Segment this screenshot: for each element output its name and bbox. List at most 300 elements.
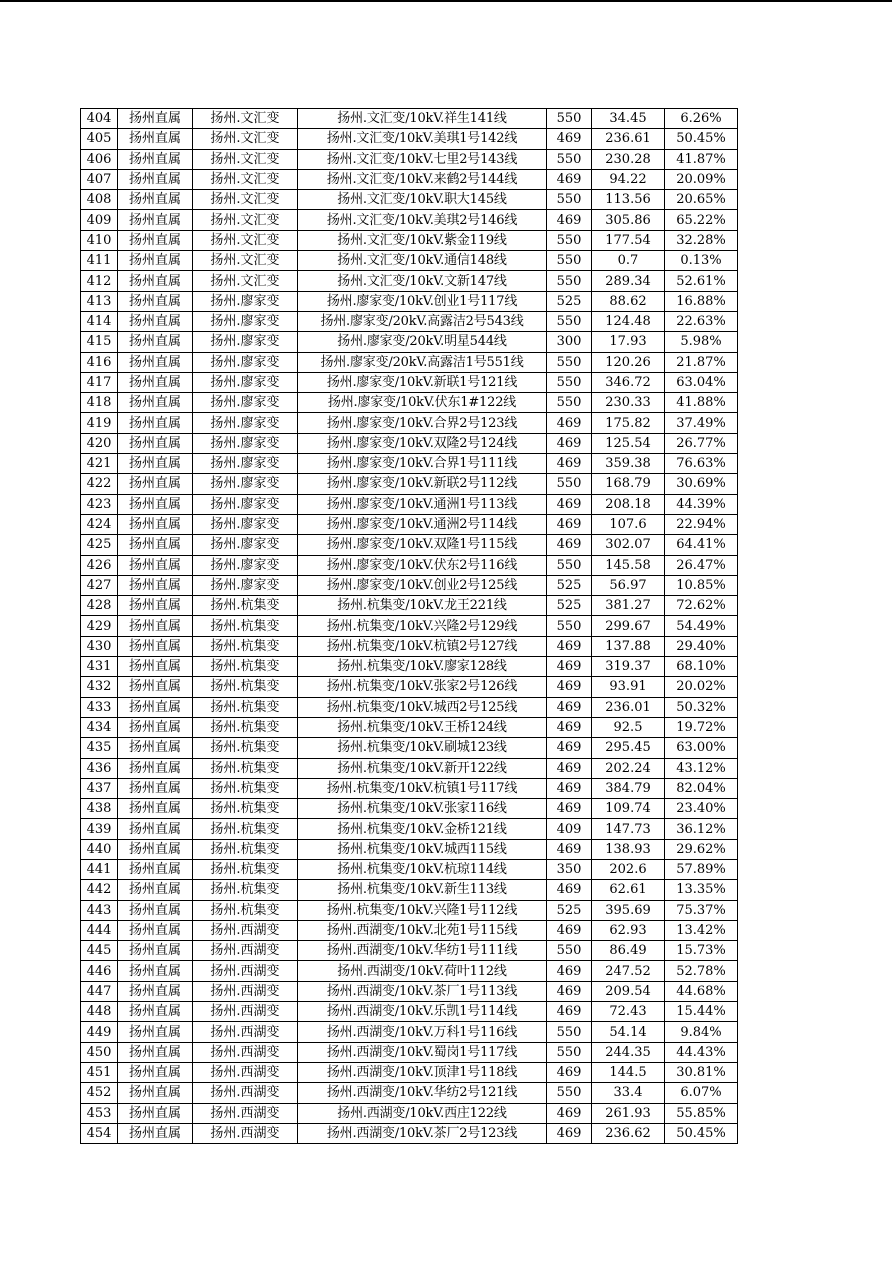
row-number-cell: 424 xyxy=(81,514,118,534)
table-row xyxy=(81,433,738,453)
org-cell: 扬州直属 xyxy=(118,1103,193,1123)
substation-cell: 扬州.廖家变 xyxy=(193,555,298,575)
load-rate-cell: 19.72% xyxy=(665,717,738,737)
capacity-cell: 469 xyxy=(547,169,592,189)
line-name-cell: 扬州.杭集变/10kV.杭镇2号127线 xyxy=(298,636,547,656)
table-row xyxy=(81,474,738,494)
line-name-cell: 扬州.杭集变/10kV.兴隆1号112线 xyxy=(298,900,547,920)
line-name-cell: 扬州.杭集变/10kV.城西115线 xyxy=(298,839,547,859)
row-number-cell: 423 xyxy=(81,494,118,514)
org-cell: 扬州直属 xyxy=(118,311,193,331)
current-cell: 120.26 xyxy=(592,352,665,372)
line-name-cell: 扬州.西湖变/10kV.茶厂2号123线 xyxy=(298,1123,547,1143)
load-rate-cell: 57.89% xyxy=(665,859,738,879)
row-number-cell: 449 xyxy=(81,1022,118,1042)
current-cell: 319.37 xyxy=(592,657,665,677)
org-cell: 扬州直属 xyxy=(118,677,193,697)
capacity-cell: 550 xyxy=(547,555,592,575)
substation-cell: 扬州.杭集变 xyxy=(193,900,298,920)
line-name-cell: 扬州.廖家变/10kV.通洲1号113线 xyxy=(298,494,547,514)
load-rate-cell: 52.78% xyxy=(665,961,738,981)
org-cell: 扬州直属 xyxy=(118,149,193,169)
substation-cell: 扬州.廖家变 xyxy=(193,393,298,413)
load-rate-cell: 32.28% xyxy=(665,230,738,250)
current-cell: 244.35 xyxy=(592,1042,665,1062)
org-cell: 扬州直属 xyxy=(118,454,193,474)
capacity-cell: 469 xyxy=(547,433,592,453)
capacity-cell: 469 xyxy=(547,778,592,798)
line-name-cell: 扬州.文汇变/10kV.七里2号143线 xyxy=(298,149,547,169)
load-rate-cell: 65.22% xyxy=(665,210,738,230)
row-number-cell: 420 xyxy=(81,433,118,453)
line-name-cell: 扬州.文汇变/10kV.文新147线 xyxy=(298,271,547,291)
table-row xyxy=(81,859,738,879)
org-cell: 扬州直属 xyxy=(118,291,193,311)
load-rate-cell: 6.26% xyxy=(665,109,738,129)
org-cell: 扬州直属 xyxy=(118,1022,193,1042)
load-rate-cell: 36.12% xyxy=(665,819,738,839)
load-rate-cell: 30.69% xyxy=(665,474,738,494)
line-name-cell: 扬州.杭集变/10kV.城西2号125线 xyxy=(298,697,547,717)
current-cell: 113.56 xyxy=(592,190,665,210)
line-name-cell: 扬州.廖家变/20kV.明星544线 xyxy=(298,332,547,352)
table-row xyxy=(81,738,738,758)
substation-cell: 扬州.文汇变 xyxy=(193,251,298,271)
row-number-cell: 453 xyxy=(81,1103,118,1123)
row-number-cell: 436 xyxy=(81,758,118,778)
line-name-cell: 扬州.文汇变/10kV.美琪1号142线 xyxy=(298,129,547,149)
line-name-cell: 扬州.廖家变/10kV.双隆2号124线 xyxy=(298,433,547,453)
line-name-cell: 扬州.西湖变/10kV.北苑1号115线 xyxy=(298,920,547,940)
current-cell: 289.34 xyxy=(592,271,665,291)
load-rate-cell: 50.45% xyxy=(665,129,738,149)
load-rate-cell: 50.45% xyxy=(665,1123,738,1143)
line-name-cell: 扬州.杭集变/10kV.新生113线 xyxy=(298,880,547,900)
line-name-cell: 扬州.杭集变/10kV.金桥121线 xyxy=(298,819,547,839)
substation-cell: 扬州.文汇变 xyxy=(193,149,298,169)
line-name-cell: 扬州.杭集变/10kV.兴隆2号129线 xyxy=(298,616,547,636)
table-row xyxy=(81,677,738,697)
substation-cell: 扬州.杭集变 xyxy=(193,717,298,737)
table-row xyxy=(81,697,738,717)
current-cell: 93.91 xyxy=(592,677,665,697)
substation-cell: 扬州.杭集变 xyxy=(193,596,298,616)
capacity-cell: 550 xyxy=(547,352,592,372)
current-cell: 209.54 xyxy=(592,981,665,1001)
current-cell: 62.93 xyxy=(592,920,665,940)
capacity-cell: 469 xyxy=(547,738,592,758)
line-name-cell: 扬州.西湖变/10kV.西庄122线 xyxy=(298,1103,547,1123)
row-number-cell: 450 xyxy=(81,1042,118,1062)
current-cell: 147.73 xyxy=(592,819,665,839)
org-cell: 扬州直属 xyxy=(118,616,193,636)
substation-cell: 扬州.杭集变 xyxy=(193,839,298,859)
capacity-cell: 525 xyxy=(547,596,592,616)
current-cell: 381.27 xyxy=(592,596,665,616)
load-rate-cell: 26.77% xyxy=(665,433,738,453)
row-number-cell: 415 xyxy=(81,332,118,352)
org-cell: 扬州直属 xyxy=(118,697,193,717)
capacity-cell: 469 xyxy=(547,494,592,514)
table-row xyxy=(81,393,738,413)
row-number-cell: 427 xyxy=(81,575,118,595)
load-rate-cell: 9.84% xyxy=(665,1022,738,1042)
line-name-cell: 扬州.廖家变/10kV.合界1号111线 xyxy=(298,454,547,474)
load-rate-cell: 21.87% xyxy=(665,352,738,372)
substation-cell: 扬州.廖家变 xyxy=(193,575,298,595)
line-name-cell: 扬州.文汇变/10kV.美琪2号146线 xyxy=(298,210,547,230)
substation-cell: 扬州.文汇变 xyxy=(193,271,298,291)
org-cell: 扬州直属 xyxy=(118,210,193,230)
current-cell: 168.79 xyxy=(592,474,665,494)
row-number-cell: 432 xyxy=(81,677,118,697)
load-rate-cell: 26.47% xyxy=(665,555,738,575)
substation-cell: 扬州.廖家变 xyxy=(193,535,298,555)
load-rate-cell: 82.04% xyxy=(665,778,738,798)
table-row xyxy=(81,778,738,798)
table-row xyxy=(81,575,738,595)
load-rate-cell: 44.68% xyxy=(665,981,738,1001)
table-row xyxy=(81,920,738,940)
line-name-cell: 扬州.西湖变/10kV.蜀岗1号117线 xyxy=(298,1042,547,1062)
org-cell: 扬州直属 xyxy=(118,859,193,879)
substation-cell: 扬州.廖家变 xyxy=(193,494,298,514)
substation-cell: 扬州.廖家变 xyxy=(193,311,298,331)
current-cell: 177.54 xyxy=(592,230,665,250)
substation-cell: 扬州.西湖变 xyxy=(193,1042,298,1062)
org-cell: 扬州直属 xyxy=(118,535,193,555)
capacity-cell: 550 xyxy=(547,251,592,271)
table-row xyxy=(81,109,738,129)
line-name-cell: 扬州.廖家变/20kV.高露洁1号551线 xyxy=(298,352,547,372)
load-rate-cell: 76.63% xyxy=(665,454,738,474)
row-number-cell: 404 xyxy=(81,109,118,129)
row-number-cell: 440 xyxy=(81,839,118,859)
line-name-cell: 扬州.廖家变/10kV.双隆1号115线 xyxy=(298,535,547,555)
line-name-cell: 扬州.西湖变/10kV.万科1号116线 xyxy=(298,1022,547,1042)
substation-cell: 扬州.杭集变 xyxy=(193,616,298,636)
load-rate-cell: 0.13% xyxy=(665,251,738,271)
row-number-cell: 409 xyxy=(81,210,118,230)
table-row xyxy=(81,880,738,900)
table-row xyxy=(81,454,738,474)
capacity-cell: 469 xyxy=(547,961,592,981)
org-cell: 扬州直属 xyxy=(118,332,193,352)
capacity-cell: 550 xyxy=(547,271,592,291)
capacity-cell: 550 xyxy=(547,474,592,494)
substation-cell: 扬州.杭集变 xyxy=(193,636,298,656)
current-cell: 72.43 xyxy=(592,1002,665,1022)
table-row xyxy=(81,1123,738,1143)
row-number-cell: 431 xyxy=(81,657,118,677)
row-number-cell: 433 xyxy=(81,697,118,717)
row-number-cell: 417 xyxy=(81,372,118,392)
table-row xyxy=(81,1062,738,1082)
row-number-cell: 447 xyxy=(81,981,118,1001)
row-number-cell: 405 xyxy=(81,129,118,149)
capacity-cell: 469 xyxy=(547,514,592,534)
table-row xyxy=(81,1103,738,1123)
table-row xyxy=(81,555,738,575)
capacity-cell: 550 xyxy=(547,149,592,169)
table-row xyxy=(81,352,738,372)
substation-cell: 扬州.杭集变 xyxy=(193,778,298,798)
org-cell: 扬州直属 xyxy=(118,657,193,677)
load-rate-cell: 63.04% xyxy=(665,372,738,392)
current-cell: 295.45 xyxy=(592,738,665,758)
current-cell: 247.52 xyxy=(592,961,665,981)
current-cell: 299.67 xyxy=(592,616,665,636)
substation-cell: 扬州.文汇变 xyxy=(193,109,298,129)
capacity-cell: 469 xyxy=(547,1062,592,1082)
table-row xyxy=(81,717,738,737)
load-rate-cell: 29.40% xyxy=(665,636,738,656)
line-name-cell: 扬州.西湖变/10kV.华纺2号121线 xyxy=(298,1083,547,1103)
capacity-cell: 550 xyxy=(547,1022,592,1042)
substation-cell: 扬州.文汇变 xyxy=(193,210,298,230)
table-row xyxy=(81,799,738,819)
substation-cell: 扬州.杭集变 xyxy=(193,738,298,758)
row-number-cell: 430 xyxy=(81,636,118,656)
table-row xyxy=(81,1042,738,1062)
substation-cell: 扬州.廖家变 xyxy=(193,413,298,433)
org-cell: 扬州直属 xyxy=(118,230,193,250)
substation-cell: 扬州.西湖变 xyxy=(193,961,298,981)
substation-cell: 扬州.廖家变 xyxy=(193,372,298,392)
load-rate-cell: 37.49% xyxy=(665,413,738,433)
load-rate-cell: 68.10% xyxy=(665,657,738,677)
page-top-rule xyxy=(0,0,892,2)
table-row xyxy=(81,636,738,656)
table-row xyxy=(81,616,738,636)
substation-cell: 扬州.杭集变 xyxy=(193,657,298,677)
load-rate-cell: 20.65% xyxy=(665,190,738,210)
table-row xyxy=(81,190,738,210)
row-number-cell: 419 xyxy=(81,413,118,433)
current-cell: 145.58 xyxy=(592,555,665,575)
org-cell: 扬州直属 xyxy=(118,352,193,372)
row-number-cell: 438 xyxy=(81,799,118,819)
substation-cell: 扬州.文汇变 xyxy=(193,169,298,189)
load-rate-cell: 55.85% xyxy=(665,1103,738,1123)
table-row xyxy=(81,1002,738,1022)
load-rate-cell: 41.88% xyxy=(665,393,738,413)
current-cell: 107.6 xyxy=(592,514,665,534)
load-rate-cell: 43.12% xyxy=(665,758,738,778)
org-cell: 扬州直属 xyxy=(118,129,193,149)
row-number-cell: 429 xyxy=(81,616,118,636)
table-row xyxy=(81,514,738,534)
capacity-cell: 469 xyxy=(547,1002,592,1022)
load-rate-cell: 16.88% xyxy=(665,291,738,311)
load-rate-cell: 52.61% xyxy=(665,271,738,291)
org-cell: 扬州直属 xyxy=(118,778,193,798)
table-row xyxy=(81,981,738,1001)
capacity-cell: 469 xyxy=(547,1103,592,1123)
line-name-cell: 扬州.杭集变/10kV.龙王221线 xyxy=(298,596,547,616)
row-number-cell: 408 xyxy=(81,190,118,210)
line-name-cell: 扬州.西湖变/10kV.荷叶112线 xyxy=(298,961,547,981)
org-cell: 扬州直属 xyxy=(118,1123,193,1143)
org-cell: 扬州直属 xyxy=(118,596,193,616)
substation-cell: 扬州.廖家变 xyxy=(193,352,298,372)
row-number-cell: 406 xyxy=(81,149,118,169)
row-number-cell: 434 xyxy=(81,717,118,737)
row-number-cell: 425 xyxy=(81,535,118,555)
current-cell: 175.82 xyxy=(592,413,665,433)
substation-cell: 扬州.西湖变 xyxy=(193,1123,298,1143)
load-rate-cell: 75.37% xyxy=(665,900,738,920)
line-name-cell: 扬州.廖家变/10kV.新联1号121线 xyxy=(298,372,547,392)
substation-cell: 扬州.廖家变 xyxy=(193,454,298,474)
table-row xyxy=(81,819,738,839)
table-row xyxy=(81,758,738,778)
org-cell: 扬州直属 xyxy=(118,717,193,737)
row-number-cell: 421 xyxy=(81,454,118,474)
org-cell: 扬州直属 xyxy=(118,1062,193,1082)
capacity-cell: 469 xyxy=(547,697,592,717)
capacity-cell: 409 xyxy=(547,819,592,839)
current-cell: 305.86 xyxy=(592,210,665,230)
table-row xyxy=(81,149,738,169)
row-number-cell: 452 xyxy=(81,1083,118,1103)
substation-cell: 扬州.西湖变 xyxy=(193,1002,298,1022)
load-rate-cell: 15.73% xyxy=(665,941,738,961)
capacity-cell: 469 xyxy=(547,413,592,433)
substation-cell: 扬州.杭集变 xyxy=(193,677,298,697)
line-name-cell: 扬州.杭集变/10kV.廖家128线 xyxy=(298,657,547,677)
current-cell: 302.07 xyxy=(592,535,665,555)
org-cell: 扬州直属 xyxy=(118,251,193,271)
line-name-cell: 扬州.杭集变/10kV.杭镇1号117线 xyxy=(298,778,547,798)
org-cell: 扬州直属 xyxy=(118,494,193,514)
load-rate-cell: 44.39% xyxy=(665,494,738,514)
capacity-cell: 469 xyxy=(547,981,592,1001)
substation-cell: 扬州.西湖变 xyxy=(193,1022,298,1042)
capacity-cell: 350 xyxy=(547,859,592,879)
row-number-cell: 411 xyxy=(81,251,118,271)
load-rate-cell: 44.43% xyxy=(665,1042,738,1062)
capacity-cell: 469 xyxy=(547,636,592,656)
current-cell: 56.97 xyxy=(592,575,665,595)
load-rate-cell: 54.49% xyxy=(665,616,738,636)
row-number-cell: 443 xyxy=(81,900,118,920)
row-number-cell: 439 xyxy=(81,819,118,839)
capacity-cell: 550 xyxy=(547,230,592,250)
current-cell: 88.62 xyxy=(592,291,665,311)
capacity-cell: 550 xyxy=(547,372,592,392)
capacity-cell: 469 xyxy=(547,799,592,819)
capacity-cell: 550 xyxy=(547,393,592,413)
current-cell: 395.69 xyxy=(592,900,665,920)
row-number-cell: 414 xyxy=(81,311,118,331)
line-name-cell: 扬州.廖家变/10kV.伏东2号116线 xyxy=(298,555,547,575)
substation-cell: 扬州.杭集变 xyxy=(193,758,298,778)
load-rate-cell: 15.44% xyxy=(665,1002,738,1022)
current-cell: 384.79 xyxy=(592,778,665,798)
line-name-cell: 扬州.杭集变/10kV.张家116线 xyxy=(298,799,547,819)
line-name-cell: 扬州.杭集变/10kV.刷城123线 xyxy=(298,738,547,758)
org-cell: 扬州直属 xyxy=(118,109,193,129)
capacity-cell: 469 xyxy=(547,880,592,900)
feeder-load-table xyxy=(80,108,738,1144)
org-cell: 扬州直属 xyxy=(118,413,193,433)
load-rate-cell: 13.42% xyxy=(665,920,738,940)
capacity-cell: 469 xyxy=(547,717,592,737)
load-rate-cell: 20.02% xyxy=(665,677,738,697)
capacity-cell: 469 xyxy=(547,839,592,859)
capacity-cell: 469 xyxy=(547,1123,592,1143)
substation-cell: 扬州.西湖变 xyxy=(193,920,298,940)
line-name-cell: 扬州.西湖变/10kV.乐凯1号114线 xyxy=(298,1002,547,1022)
load-rate-cell: 29.62% xyxy=(665,839,738,859)
current-cell: 137.88 xyxy=(592,636,665,656)
current-cell: 54.14 xyxy=(592,1022,665,1042)
substation-cell: 扬州.文汇变 xyxy=(193,190,298,210)
load-rate-cell: 22.94% xyxy=(665,514,738,534)
load-rate-cell: 64.41% xyxy=(665,535,738,555)
table-row xyxy=(81,961,738,981)
org-cell: 扬州直属 xyxy=(118,799,193,819)
current-cell: 33.4 xyxy=(592,1083,665,1103)
line-name-cell: 扬州.文汇变/10kV.紫金119线 xyxy=(298,230,547,250)
table-row xyxy=(81,941,738,961)
current-cell: 261.93 xyxy=(592,1103,665,1123)
row-number-cell: 435 xyxy=(81,738,118,758)
row-number-cell: 410 xyxy=(81,230,118,250)
org-cell: 扬州直属 xyxy=(118,819,193,839)
line-name-cell: 扬州.文汇变/10kV.职大145线 xyxy=(298,190,547,210)
capacity-cell: 550 xyxy=(547,616,592,636)
current-cell: 208.18 xyxy=(592,494,665,514)
capacity-cell: 469 xyxy=(547,210,592,230)
capacity-cell: 525 xyxy=(547,291,592,311)
line-name-cell: 扬州.杭集变/10kV.杭琼114线 xyxy=(298,859,547,879)
table-row xyxy=(81,271,738,291)
current-cell: 124.48 xyxy=(592,311,665,331)
org-cell: 扬州直属 xyxy=(118,1083,193,1103)
line-name-cell: 扬州.廖家变/10kV.创业2号125线 xyxy=(298,575,547,595)
org-cell: 扬州直属 xyxy=(118,372,193,392)
line-name-cell: 扬州.文汇变/10kV.通信148线 xyxy=(298,251,547,271)
table-row xyxy=(81,596,738,616)
org-cell: 扬州直属 xyxy=(118,981,193,1001)
table-row xyxy=(81,169,738,189)
table-row xyxy=(81,900,738,920)
table-row xyxy=(81,413,738,433)
row-number-cell: 428 xyxy=(81,596,118,616)
capacity-cell: 550 xyxy=(547,1042,592,1062)
capacity-cell: 469 xyxy=(547,129,592,149)
load-rate-cell: 50.32% xyxy=(665,697,738,717)
load-rate-cell: 13.35% xyxy=(665,880,738,900)
org-cell: 扬州直属 xyxy=(118,271,193,291)
current-cell: 138.93 xyxy=(592,839,665,859)
load-rate-cell: 6.07% xyxy=(665,1083,738,1103)
org-cell: 扬州直属 xyxy=(118,941,193,961)
current-cell: 230.33 xyxy=(592,393,665,413)
row-number-cell: 412 xyxy=(81,271,118,291)
capacity-cell: 550 xyxy=(547,311,592,331)
substation-cell: 扬州.西湖变 xyxy=(193,981,298,1001)
capacity-cell: 469 xyxy=(547,920,592,940)
current-cell: 236.01 xyxy=(592,697,665,717)
substation-cell: 扬州.杭集变 xyxy=(193,880,298,900)
row-number-cell: 437 xyxy=(81,778,118,798)
row-number-cell: 444 xyxy=(81,920,118,940)
substation-cell: 扬州.文汇变 xyxy=(193,230,298,250)
row-number-cell: 407 xyxy=(81,169,118,189)
